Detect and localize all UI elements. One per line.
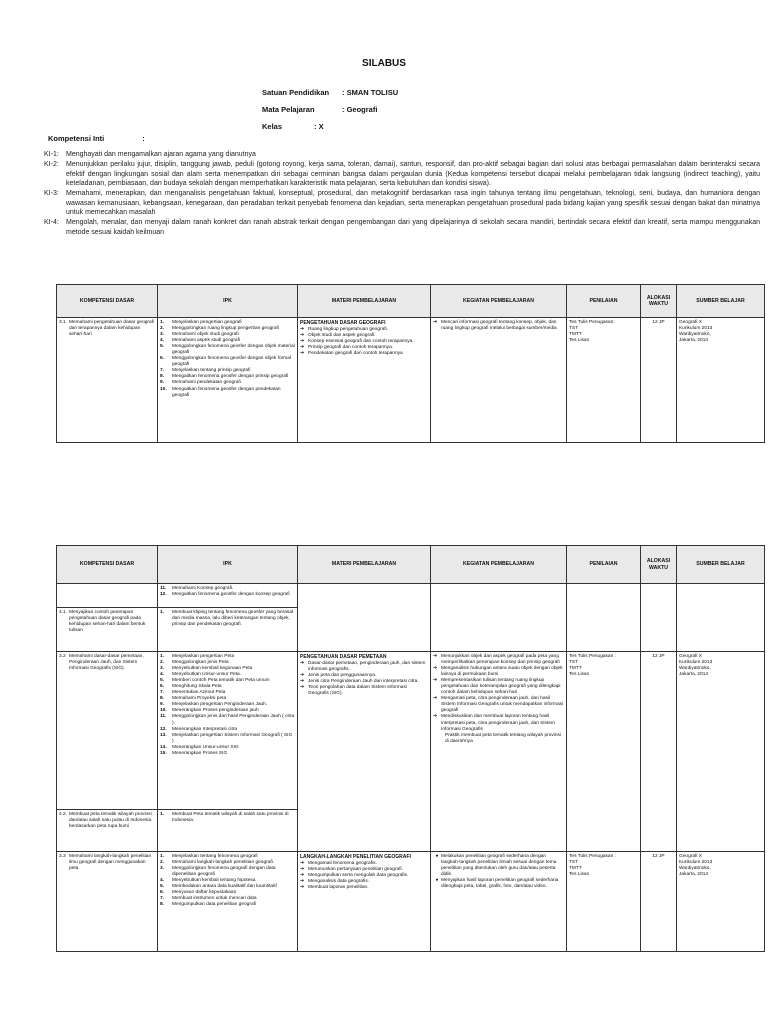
header-sumber: SUMBER BELAJAR bbox=[677, 546, 765, 584]
ki-text: Menunjukkan perilaku jujur, disiplin, tanggung jawab, peduli (gotong royong, kerja sama, toleran, damai), santun, responsif, dan pro-aktif sebagai bagian dari solusi atas berbagai permasalahan dalam berinteraksi secara efektif dengan lingkungan sosial dan alam serta menempatkan diri sebagai cerminan bangsa dalam pergaulan dunia (Kedua kompetensi tersebut dicapai melalui pembelajaran tidak langsung (indirect teaching), yaitu keteladanan, pembiasaan, dan budaya sekolah dengan memperhatikan karakteristik mata pelajaran, serta kebutuhan dan kondisi siswa). bbox=[66, 161, 760, 187]
ki-item bbox=[44, 218, 760, 237]
penilaian-line: Tes Tulis Penugasan : bbox=[569, 853, 616, 859]
arrow-icon: ➔ bbox=[300, 878, 305, 884]
sumber-cell bbox=[677, 652, 765, 852]
kd-number: 3.2 bbox=[59, 653, 66, 659]
arrow-icon: ➔ bbox=[300, 678, 305, 684]
ki-heading-text: Kompetensi Inti bbox=[48, 134, 105, 143]
kd-cell bbox=[57, 652, 158, 810]
ki-text: Memahami, menerapkan, dan menganalisis pengetahuan faktual, konseptual, prosedural, dan metakognitif berdasarkan rasa ingin tahunya tentang ilmu pengetahuan, teknologi, seni, budaya, dan humaniora dengan wawasan kemanusiaan, kebangsaan, kenegaraan, dan peradaban terkait penyebab fenomena dan kejadian, serta menerapkan pengetahuan prosedural pada bidang kajian yang spesifik sesuai dengan bakat dan minatnya untuk memecahkan masalah bbox=[66, 190, 760, 216]
kd-text: Memahami dasar-dasar pemetaan, Penginderaan Jauh, dan Sistem Informasi Geografis (SIG). bbox=[69, 653, 144, 671]
ki-heading bbox=[48, 134, 145, 143]
ipk-number: 8. bbox=[160, 374, 165, 380]
arrow-icon: ➔ bbox=[433, 714, 438, 720]
kd-number: 3.1 bbox=[59, 319, 66, 325]
kd-number: 4.1. bbox=[59, 609, 68, 615]
ki-item bbox=[44, 160, 760, 189]
sumber-line: Kurikulum 2013 bbox=[679, 859, 713, 865]
info-row bbox=[262, 84, 398, 101]
ki-code: KI-4: bbox=[44, 219, 59, 226]
sumber-line: Wardiyatmoko, bbox=[679, 865, 711, 871]
sumber-cell bbox=[677, 852, 765, 952]
table-row bbox=[57, 852, 765, 952]
sumber-line: Wardiyatmoko, bbox=[679, 665, 711, 671]
info-row bbox=[262, 118, 398, 135]
arrow-icon: ➔ bbox=[300, 672, 305, 678]
ipk-number: 7. bbox=[160, 896, 165, 902]
arrow-icon: ➔ bbox=[433, 653, 438, 659]
document-title: SILABUS bbox=[362, 58, 406, 69]
ipk-number: 6. bbox=[160, 683, 165, 689]
ipk-cell bbox=[158, 584, 298, 608]
sumber-line: Jakarta, 2014 bbox=[679, 871, 709, 877]
materi-item: Merumuskan pertanyaan penelitian geografi. bbox=[308, 866, 403, 872]
ki-item bbox=[44, 189, 760, 218]
header-alokasi: ALOKASI WAKTU bbox=[641, 285, 677, 318]
header-kd: KOMPETENSI DASAR bbox=[57, 285, 158, 318]
ipk-text: Menjelaskan pengertian Peta bbox=[172, 653, 235, 659]
materi-item: Menganalisis data geografis. bbox=[308, 878, 370, 884]
sumber-line: Jakarta, 2014 bbox=[679, 337, 709, 343]
sumber-line: Geografi X bbox=[679, 853, 702, 859]
ipk-text: Menerangkan Proses SIG bbox=[172, 751, 228, 756]
ipk-text: Menjelaskan tentang fenomena geografi bbox=[172, 853, 258, 859]
ipk-number: 1. bbox=[160, 811, 165, 817]
kd-text: Memahami pengetahuan dasar geografi dan terapannya dalam kehidupan sehari-hari bbox=[69, 319, 155, 337]
penilaian-cell bbox=[567, 852, 641, 952]
arrow-icon: ➔ bbox=[300, 350, 305, 356]
materi-item: Mengamati fenomena geografis. bbox=[308, 860, 377, 866]
ki-code: KI-1: bbox=[44, 151, 59, 158]
penilaian-line: TMTT bbox=[569, 665, 582, 671]
ipk-text: Menyebutkan kembali tentang hipotesa bbox=[172, 877, 256, 883]
arrow-icon: ➔ bbox=[300, 866, 305, 872]
penilaian-line: TST bbox=[569, 659, 579, 665]
materi-cell bbox=[298, 318, 431, 443]
ipk-text: Menjelaskan pengertian Penginderaan Jauh. bbox=[172, 702, 268, 708]
penilaian-line: Tes Tulis Penugasan : bbox=[569, 653, 616, 659]
materi-item: Konsep esensial geografi dan contoh terapannya. bbox=[308, 338, 414, 344]
ipk-number: 5. bbox=[160, 677, 165, 683]
kegiatan-item: Mendiskusikan dan membuat laporan tentang hasil interpretasi peta, citra penginderaan jauh, dan Sistem Informasi Geografis bbox=[441, 714, 555, 732]
penilaian-cell bbox=[567, 318, 641, 443]
ipk-text: Menentukan Azimut Peta bbox=[172, 690, 226, 696]
ipk-text: Memahami langkah-langkah penelitian geografi. bbox=[172, 859, 275, 865]
materi-item: Objek studi dan aspek geografi. bbox=[308, 332, 376, 338]
kd-text: Memahami langkah-langkah penelitian ilmu geografi dengan menggunakan peta bbox=[69, 853, 152, 871]
ipk-number: 5. bbox=[160, 883, 165, 889]
table-header-row bbox=[57, 285, 765, 318]
ipk-number: 6. bbox=[160, 356, 165, 362]
ipk-text: Menggolongkan ruang lingkup pengertian geografi bbox=[172, 325, 279, 331]
ipk-number: 2. bbox=[160, 659, 165, 665]
ipk-number: 1. bbox=[160, 319, 165, 325]
ipk-text: Menerangkan Proses penginderaan jauh bbox=[172, 708, 259, 714]
ipk-number: 9. bbox=[160, 380, 165, 386]
ipk-number: 10. bbox=[160, 386, 167, 392]
ipk-cell bbox=[158, 652, 298, 810]
header-kegiatan: KEGIATAN PEMBELAJARAN bbox=[431, 546, 567, 584]
header-materi: MATERI PEMBELAJARAN bbox=[298, 546, 431, 584]
kegiatan-cell bbox=[431, 318, 567, 443]
info-label: Kelas bbox=[262, 122, 283, 131]
ipk-text: Menggolongkan jenis dari hasil Penginderaan Jauh ( citra ). bbox=[172, 714, 295, 726]
table-row bbox=[57, 318, 765, 443]
sumber-line: Jakarta, 2014 bbox=[679, 671, 709, 677]
ipk-number: 11. bbox=[160, 714, 167, 720]
kd-cell bbox=[57, 318, 158, 443]
ki-text: Menghayati dan mengamalkan ajaran agama yang dianutnya bbox=[66, 151, 256, 158]
ipk-number: 7. bbox=[160, 368, 165, 374]
header-sumber: SUMBER BELAJAR bbox=[677, 285, 765, 318]
penilaian-line: TST bbox=[569, 325, 579, 331]
ipk-number: 2. bbox=[160, 325, 165, 331]
materi-cell bbox=[298, 584, 431, 652]
info-value: : SMAN TOLISU bbox=[342, 88, 399, 97]
arrow-icon: ➔ bbox=[300, 860, 305, 866]
materi-item: Prinsip geografi dan contoh terapannya. bbox=[308, 344, 394, 350]
ipk-text: Menggolongkan fenomena geosfer dengan objek formal geografi bbox=[172, 356, 291, 368]
ipk-number: 4. bbox=[160, 337, 165, 343]
kegiatan-item: Menunjukkan objek dan aspek geografi pada peta yang memperlihatkan penerapan konsep dan prinsip geografi bbox=[441, 653, 560, 665]
arrow-icon: ➔ bbox=[300, 338, 305, 344]
arrow-icon: ➔ bbox=[300, 660, 305, 666]
penilaian-line: Tes Tulis Penugasan: bbox=[569, 319, 615, 325]
sumber-line: Kurikulum 2013 bbox=[679, 325, 713, 331]
kd-cell bbox=[57, 810, 158, 852]
kegiatan-cell bbox=[431, 852, 567, 952]
header-penilaian: PENILAIAN bbox=[567, 285, 641, 318]
kegiatan-item: Mempresentasikan tulisan tentang ruang lingkup pengetahuan dan keterampilan geografi yang dilengkapi contoh dalam kehidupan sehari-hari bbox=[441, 677, 561, 696]
ipk-number: 3. bbox=[160, 865, 165, 871]
ipk-number: 10. bbox=[160, 708, 167, 714]
arrow-icon: ➔ bbox=[300, 326, 305, 332]
ipk-text: Memahami objek studi geografi bbox=[172, 331, 239, 337]
ipk-text: Memahami aspek studi geografi bbox=[172, 337, 240, 343]
ki-code: KI-2: bbox=[44, 161, 59, 168]
kegiatan-item: Mencari informasi geografi tentang konsep, objek, dan ruang lingkup geografi melalui berbagai sumber/media bbox=[441, 319, 557, 331]
ipk-number: 12. bbox=[160, 591, 167, 597]
sumber-line: Wardiyatmoko, bbox=[679, 331, 711, 337]
penilaian-line: TMTT bbox=[569, 331, 582, 337]
header-ipk: IPK bbox=[158, 285, 298, 318]
kd-cell bbox=[57, 852, 158, 952]
ipk-number: 14. bbox=[160, 744, 167, 750]
ipk-text: Mengaitkan fenomena geosfer dengan pendekatan geografi bbox=[172, 386, 281, 398]
ipk-number: 3. bbox=[160, 331, 165, 337]
kd-text: Menyajikan contoh penerapan pengetahuan dasar geografi pada kehidupan sehari-hari dalam bentuk tulisan bbox=[69, 609, 146, 633]
arrow-icon: ➔ bbox=[433, 677, 438, 683]
info-label: Mata Pelajaran bbox=[262, 105, 315, 114]
ki-item bbox=[44, 150, 760, 160]
ipk-text: Menjelaskan pengertian geografi bbox=[172, 319, 242, 325]
arrow-icon: ➔ bbox=[300, 344, 305, 350]
syllabus-table-1 bbox=[56, 284, 765, 443]
school-info bbox=[262, 84, 398, 135]
sumber-cell bbox=[677, 584, 765, 652]
ki-text: Mengolah, menalar, dan menyaji dalam ranah konkret dan ranah abstrak terkait dengan pengembangan dari yang dipelajarinya di sekolah secara mandiri, bertindak secara efektif dan kreatif, serta mampu menggunakan metode sesuai kaidah keilmuan bbox=[66, 219, 760, 236]
arrow-icon: ➔ bbox=[300, 884, 305, 890]
header-kegiatan: KEGIATAN PEMBELAJARAN bbox=[431, 285, 567, 318]
penilaian-line: Tes Lisan bbox=[569, 871, 590, 877]
ipk-text: Memberi contoh Peta tematik dan Peta umum bbox=[172, 677, 270, 683]
penilaian-line: TMTT bbox=[569, 865, 582, 871]
ipk-text: Memahami Konsep geografi. bbox=[172, 585, 234, 591]
table-header-row bbox=[57, 546, 765, 584]
materi-item: Jenis citra Penginderaan Jauh dan interpretasi citra. bbox=[308, 678, 419, 684]
penilaian-line: Tes Lisan bbox=[569, 671, 590, 677]
ipk-number: 1. bbox=[160, 853, 165, 859]
ipk-text: Menerangkan Interpretasi citra bbox=[172, 726, 238, 732]
info-row bbox=[262, 101, 398, 118]
header-penilaian: PENILAIAN bbox=[567, 546, 641, 584]
kegiatan-cell bbox=[431, 652, 567, 852]
ipk-text: Menjelaskan tentang prinsip geografi bbox=[172, 368, 251, 374]
ipk-text: Menggolongkan fenomena geografi dengan data dipenelitian geografi bbox=[172, 865, 276, 877]
header-kd: KOMPETENSI DASAR bbox=[57, 546, 158, 584]
ipk-number: 3. bbox=[160, 665, 165, 671]
materi-item: Dasar-dasar pemetaan, penginderaan jauh, dan sistem informasi geografis. bbox=[308, 660, 426, 672]
table-row bbox=[57, 584, 765, 608]
ipk-text: Menerangkan Unsur-unsur SIG bbox=[172, 744, 239, 750]
ipk-text: Menyusun daftar kepustakaan bbox=[172, 890, 237, 896]
alokasi-cell: 12 JP bbox=[641, 318, 677, 443]
sumber-line: Geografi X bbox=[679, 319, 702, 325]
ipk-text: Membuat kliping tentang fenomena geosfer yang berasal dari media massa, lalu diberi keterangan tentang objek, prinsip dan pendekatan geografi. bbox=[172, 609, 294, 627]
materi-title: PENGETAHUAN DASAR PEMETAAN bbox=[300, 653, 387, 660]
ipk-number: 4. bbox=[160, 877, 165, 883]
ipk-number: 1. bbox=[160, 609, 165, 615]
ipk-text: Membuat Peta tematik wilayah di salah satu provinsi di Indonesia. bbox=[172, 811, 289, 823]
sumber-line: Kurikulum 2013 bbox=[679, 659, 713, 665]
materi-item: Mengumpulkan serta mengolah data geografis. bbox=[308, 872, 409, 878]
ki-list bbox=[44, 150, 760, 238]
ipk-number: 15. bbox=[160, 751, 167, 756]
ipk-text: Mengaitkan fenomena geosfer dengan prinsip geografi bbox=[172, 374, 289, 380]
ipk-number: 7. bbox=[160, 690, 165, 696]
ipk-number: 2. bbox=[160, 859, 165, 865]
materi-cell bbox=[298, 852, 431, 952]
ipk-text: Mengaitkan fenomena geosfer dengan konsep geografi bbox=[172, 591, 290, 597]
ipk-text: Menggolongkan fenomena geosfer dengan objek material geografi bbox=[172, 343, 295, 355]
materi-title: LANGKAH-LANGKAH PENELITIAN GEOGRAFI bbox=[300, 853, 411, 860]
materi-item: Jenis peta dan penggunaannya. bbox=[308, 672, 377, 678]
info-value: : Geografi bbox=[342, 105, 378, 114]
ipk-number: 1. bbox=[160, 653, 165, 659]
arrow-icon: ➔ bbox=[433, 696, 438, 702]
ki-heading-colon: : bbox=[142, 134, 145, 143]
ipk-text: Menyebutkan kembali kegunaan Peta bbox=[172, 665, 253, 671]
kd-number: 4.2. bbox=[59, 811, 68, 817]
arrow-icon: ➔ bbox=[300, 872, 305, 878]
ki-code: KI-3: bbox=[44, 190, 59, 197]
arrow-icon: ➔ bbox=[433, 319, 438, 325]
kegiatan-item: Melakukan penelitian geografi sederhana dengan langkah-langkah penelitian ilmiah sesuai dengan tema penelitian yang ditentukan oleh guru dan/atau peserta didik. bbox=[441, 853, 557, 877]
ipk-number: 4. bbox=[160, 671, 165, 677]
arrow-icon: ➔ bbox=[300, 332, 305, 338]
ipk-cell bbox=[158, 810, 298, 852]
ipk-text: Menjelaskan pengertian Sistem Informasi Geografi ( SIG ) bbox=[172, 732, 293, 744]
materi-item: Teori pengolahan data dalam Sistem Informasi Geografis (SIG). bbox=[308, 684, 407, 697]
ipk-number: 11. bbox=[160, 585, 167, 591]
ipk-cell bbox=[158, 608, 298, 652]
ipk-number: 8. bbox=[160, 902, 165, 908]
ipk-cell bbox=[158, 852, 298, 952]
arrow-icon: ➔ bbox=[300, 684, 305, 690]
kegiatan-item: Menyajikan hasil laporan penelitian geografi sederhana dilengkapi peta, tabel, grafik, foto, dan/atau video. bbox=[441, 877, 559, 889]
table-row bbox=[57, 652, 765, 810]
ipk-number: 5. bbox=[160, 343, 165, 349]
materi-item: Pendekatan geografi dan contoh terapannya bbox=[308, 350, 403, 356]
kd-cell bbox=[57, 584, 158, 608]
alokasi-cell: 12 JP bbox=[641, 652, 677, 852]
ipk-text: Membedakan antara data kualitatif dan kuantitatif bbox=[172, 883, 277, 889]
penilaian-cell bbox=[567, 652, 641, 852]
sumber-cell bbox=[677, 318, 765, 443]
kd-cell bbox=[57, 608, 158, 652]
kegiatan-cell bbox=[431, 584, 567, 652]
materi-title: PENGETAHUAN DASAR GEOGRAFI bbox=[300, 319, 386, 326]
penilaian-cell bbox=[567, 584, 641, 652]
materi-cell bbox=[298, 652, 431, 852]
kegiatan-item: Menganalisis hubungan antara suatu objek dengan objek lainnya di permukaan bumi bbox=[441, 665, 563, 677]
ipk-number: 8. bbox=[160, 696, 165, 702]
alokasi-cell bbox=[641, 584, 677, 652]
info-value: : X bbox=[314, 122, 324, 131]
ipk-text: Menggolongkan jenis Peta bbox=[172, 659, 229, 665]
kegiatan-item: Mengamati peta, citra penginderaan jauh, dan hasil Sistem Informasi Geografis untuk mendapatkan informasi geografi bbox=[441, 696, 564, 714]
arrow-icon: ➔ bbox=[433, 665, 438, 671]
ipk-text: Memahami pendekatan geografi bbox=[172, 380, 241, 386]
ipk-number: 9. bbox=[160, 702, 165, 708]
ipk-number: 13. bbox=[160, 732, 167, 738]
penilaian-line: Tes Lisan bbox=[569, 337, 590, 343]
ipk-cell bbox=[158, 318, 298, 443]
kd-text: Membuat peta tematik wilayah provinsi dan/atau salah satu pulau di Indonesia berdasarkan peta rupa bumi bbox=[69, 811, 152, 829]
bullet-icon: ● bbox=[435, 853, 439, 859]
sumber-line: Geografi X bbox=[679, 653, 702, 659]
penilaian-line: TST bbox=[569, 859, 579, 865]
header-materi: MATERI PEMBELAJARAN bbox=[298, 285, 431, 318]
ipk-text: Memahami Proyeksi peta bbox=[172, 696, 227, 702]
ipk-text: Membuat instrumen untuk mencari data bbox=[172, 896, 257, 902]
syllabus-table-2 bbox=[56, 545, 765, 952]
kegiatan-extra: Praktik membuat peta tematik tentang wilayah provinsi di daerahnya bbox=[445, 732, 561, 744]
kd-number: 3.3 bbox=[59, 853, 66, 859]
materi-item: Ruang lingkup pengetahuan geografi. bbox=[308, 326, 389, 332]
ipk-text: Menyebutkan Unsur-unsur Peta. bbox=[172, 671, 242, 677]
materi-item: Membuat laporan penelitian. bbox=[308, 884, 369, 890]
bullet-icon: ● bbox=[435, 877, 439, 883]
ipk-number: 6. bbox=[160, 890, 165, 896]
header-ipk: IPK bbox=[158, 546, 298, 584]
info-label: Satuan Pendidikan bbox=[262, 88, 330, 97]
ipk-text: Menghitung Skala Peta bbox=[172, 683, 222, 689]
alokasi-cell: 12 JP bbox=[641, 852, 677, 952]
ipk-text: Mengumpulkan data penelitian geografi bbox=[172, 902, 257, 908]
header-alokasi: ALOKASI WAKTU bbox=[641, 546, 677, 584]
ipk-number: 12. bbox=[160, 726, 167, 732]
